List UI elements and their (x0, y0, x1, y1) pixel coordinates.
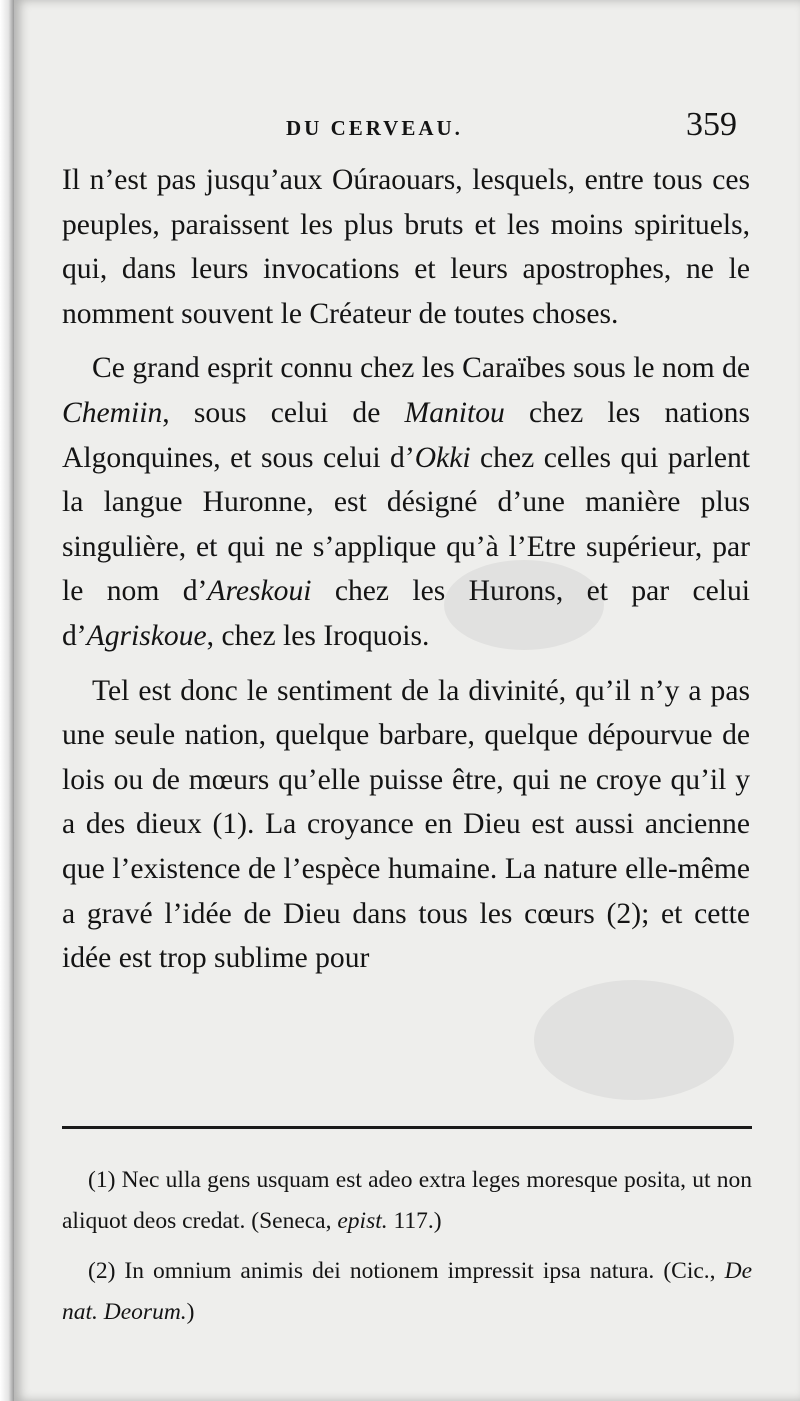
italic-term: De nat. Deorum. (62, 1258, 752, 1325)
text-segment: (2) In omnium animis dei notionem impressit ipsa natura. (Cic., (88, 1258, 725, 1284)
italic-term: Areskoui (207, 575, 312, 608)
paragraph-2 (62, 346, 750, 658)
italic-term: Agriskoue (86, 619, 207, 652)
page-number: 359 (686, 106, 737, 143)
text-segment: 117.) (387, 1207, 442, 1234)
text-segment: chez celles qui parlent la langue Huronne, est désigné d’une manière plus singulière, et qui ne s’applique qu’à l’Etre supérieur, par le nom d’ (62, 441, 750, 608)
text-segment: Tel est donc le sentiment de la divinité, qu’il n’y a pas une seule nation, quelque barbare, quelque dépourvue de lois ou de mœurs qu’elle puisse être, qui ne croye qu’il y a des dieux (1). La croyance en Dieu est aussi ancienne que l’existence de l’espèce humaine. La nature elle-même a gravé l’idée de Dieu dans tous les cœurs (2); et cette idée est trop sublime pour (62, 674, 750, 975)
running-title: DU CERVEAU. (286, 116, 463, 140)
footnote-1 (62, 1160, 752, 1241)
paper-stain (534, 980, 734, 1100)
italic-term: Manitou (404, 396, 505, 429)
paragraph-1 (62, 158, 750, 336)
text-segment: , chez les Iroquois. (206, 619, 430, 652)
footnote-rule (62, 1126, 752, 1129)
text-segment: chez les Hurons, et par celui d’ (62, 575, 750, 652)
paragraph-3 (62, 669, 750, 981)
italic-term: Okki (414, 441, 471, 474)
text-segment: (1) Nec ulla gens usquam est adeo extra leges moresque posita, ut non aliquot deos credat. (Seneca, (62, 1167, 752, 1234)
text-segment: , sous celui de (162, 396, 405, 429)
text-segment: Ce grand esprit connu chez les Caraïbes sous le nom de (92, 352, 750, 385)
running-header (0, 106, 800, 150)
text-segment: Il n’est pas jusqu’aux Oúraouars, lesquels, entre tous ces peuples, paraissent les plus bruts et les moins spirituels, qui, dans leurs invocations et leurs apostrophes, ne le nomment souvent le Créateur de toutes choses. (62, 164, 750, 330)
footnotes (62, 1160, 752, 1332)
text-segment: chez les nations Algonquines, et sous celui d’ (62, 396, 750, 474)
page-gutter-edge (0, 0, 14, 1401)
body-text (62, 158, 750, 981)
text-segment: ) (186, 1298, 195, 1325)
italic-term: epist. (337, 1207, 388, 1234)
italic-term: Chemiin (62, 396, 163, 429)
footnote-2 (62, 1251, 752, 1332)
